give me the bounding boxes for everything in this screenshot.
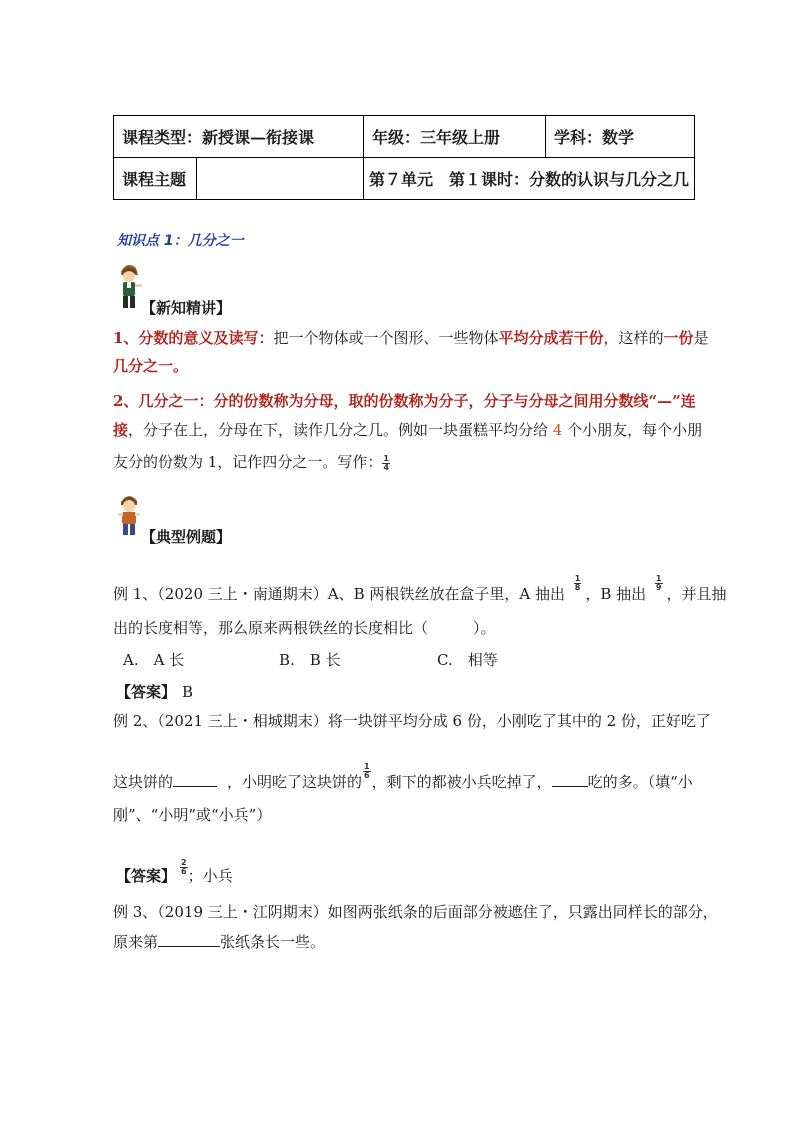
table-divider (196, 157, 197, 199)
text: ，小明吃了这块饼的 (227, 773, 363, 791)
paragraph-2-line-3 (113, 452, 390, 472)
answer-label: 【答案】 (116, 867, 177, 885)
fraction-one-quarter: $\frac{1}{4}$ (383, 453, 389, 472)
answer-value: B (182, 683, 194, 701)
section-typical-examples-title: 【典型例题】 (141, 528, 232, 546)
fraction-one-sixth: $\frac{1}{6}$ (364, 761, 370, 780)
answer-value: ；小兵 (187, 867, 233, 885)
text: ，剩下的都被小兵吃掉了， (371, 773, 552, 791)
text: 张纸条长一些。 (220, 933, 326, 951)
term-one-part: 一份 (663, 329, 694, 347)
fraction-one-ninth: $\frac{1}{9}$ (655, 573, 662, 592)
text: ，这样的 (603, 329, 664, 347)
grade-cell: 年级：三年级上册 (364, 116, 546, 158)
text: ，B 抽出 (585, 585, 647, 603)
student-character-icon (114, 493, 144, 539)
text: ，并且抽 (666, 585, 727, 603)
theme-label-cell (114, 158, 364, 200)
text: 把一个物体或一个图形、一些物体 (273, 329, 499, 347)
paragraph-2-line-1 (113, 391, 696, 411)
text: 是 (693, 329, 709, 347)
term-average: 平均分成若干份 (498, 329, 604, 347)
text: 吃的多。（填“小 (587, 773, 693, 791)
teacher-character-icon (114, 262, 144, 312)
example-2-line-1: 例 2、（2021 三上・相城期末）将一块饼平均分成 6 份，小刚吃了其中的 2 份，正好吃了 (113, 712, 711, 730)
text: 原来第 (113, 933, 159, 951)
term-fraction-one: 几分之一。 (113, 357, 189, 375)
fraction-two-sixths: $\frac{2}{6}$ (181, 857, 187, 876)
answer-2 (116, 857, 233, 886)
term-definition: 2、几分之一：分的份数称为分母，取的份数称为分子，分子与分母之间用分数线“—”连 (113, 392, 696, 410)
term-connect: 接 (113, 421, 129, 439)
option-b: B. B 长 (279, 651, 341, 669)
paragraph-1-line-2 (113, 356, 188, 376)
example-2-line-3: 刚”、“小明”或“小兵”） (113, 806, 272, 824)
theme-label: 课程主题 (122, 170, 187, 189)
answer-1 (116, 682, 193, 702)
knowledge-point-title: 知识点 1：几分之一 (117, 233, 244, 249)
course-type-cell: 课程类型：新授课—衔接课 (114, 116, 364, 158)
option-a: A. A 长 (123, 651, 185, 669)
paragraph-1-line-1 (113, 328, 709, 348)
theme-value: 第７单元 第１课时：分数的认识与几分之几 (368, 170, 689, 189)
example-3-line-1: 例 3、（2019 三上・江阴期末）如图两张纸条的后面部分被遮住了，只露出同样长的部分， (113, 903, 718, 921)
number-highlight: 4 (552, 421, 563, 439)
course-theme-row (114, 158, 695, 200)
text: 这块饼的 (113, 773, 174, 791)
option-c: C. 相等 (437, 651, 498, 669)
section-new-knowledge-title: 【新知精讲】 (141, 299, 232, 317)
text: 友分的份数为 1，记作四分之一。写作： (113, 453, 383, 471)
example-2-line-2 (113, 761, 693, 792)
theme-value-cell (364, 158, 695, 200)
fraction-one-eighth: $\frac{1}{8}$ (574, 573, 581, 592)
fill-blank-3[interactable] (158, 932, 220, 947)
answer-label: 【答案】 (116, 683, 177, 701)
subject-cell: 学科：数学 (546, 116, 695, 158)
example-1-line-1 (113, 573, 727, 604)
text: 例 1、（2020 三上・南通期末）A、B 两根铁丝放在盒子里，A 抽出 (113, 585, 565, 603)
fill-blank-2[interactable] (552, 772, 588, 787)
course-info-table (113, 115, 695, 200)
paragraph-2-line-2 (113, 420, 702, 440)
text: 个小朋友，每个小朋 (562, 421, 703, 439)
fill-blank-1[interactable] (173, 772, 217, 787)
term-meaning: 1、分数的意义及读写： (113, 329, 274, 347)
text: ，分子在上，分母在下，读作几分之几。例如一块蛋糕平均分给 (128, 421, 553, 439)
course-info-row (114, 116, 695, 158)
example-1-line-2: 出的长度相等，那么原来两根铁丝的长度相比（ ）。 (113, 619, 496, 637)
example-3-line-2 (113, 932, 325, 952)
